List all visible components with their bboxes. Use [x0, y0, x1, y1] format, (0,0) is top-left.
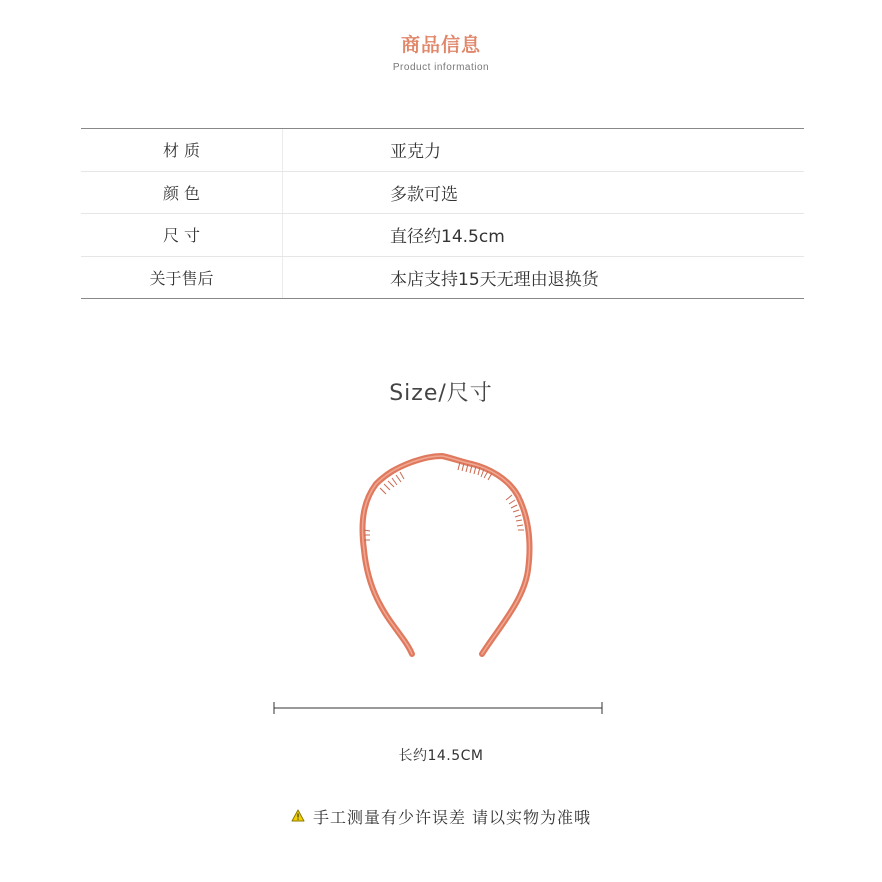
warning-icon — [291, 807, 305, 826]
page-subtitle: Product information — [392, 62, 490, 73]
measurement-line — [272, 700, 606, 720]
measure-label: 长约14.5CM — [398, 748, 484, 764]
notice-text: 手工测量有少许误差 请以实物为准哦 — [312, 808, 592, 827]
row-key-aftersales: 关于售后 — [81, 257, 283, 299]
product-info-table — [81, 128, 804, 299]
row-key-size: 尺 寸 — [81, 214, 283, 256]
row-value-material: 亚克力 — [390, 142, 441, 163]
row-key-material: 材 质 — [81, 129, 283, 171]
table-row — [81, 257, 804, 299]
row-key-color: 颜 色 — [81, 172, 283, 214]
table-row — [81, 214, 804, 257]
row-value-aftersales: 本店支持15天无理由退换货 — [390, 269, 599, 290]
notice — [0, 805, 882, 828]
headband-image — [340, 440, 550, 670]
table-row — [81, 129, 804, 172]
table-row — [81, 172, 804, 215]
size-section-title: Size/尺寸 — [389, 381, 493, 406]
row-value-color: 多款可选 — [390, 184, 458, 205]
row-value-size: 直径约14.5cm — [390, 227, 505, 248]
page-title: 商品信息 — [400, 34, 481, 56]
